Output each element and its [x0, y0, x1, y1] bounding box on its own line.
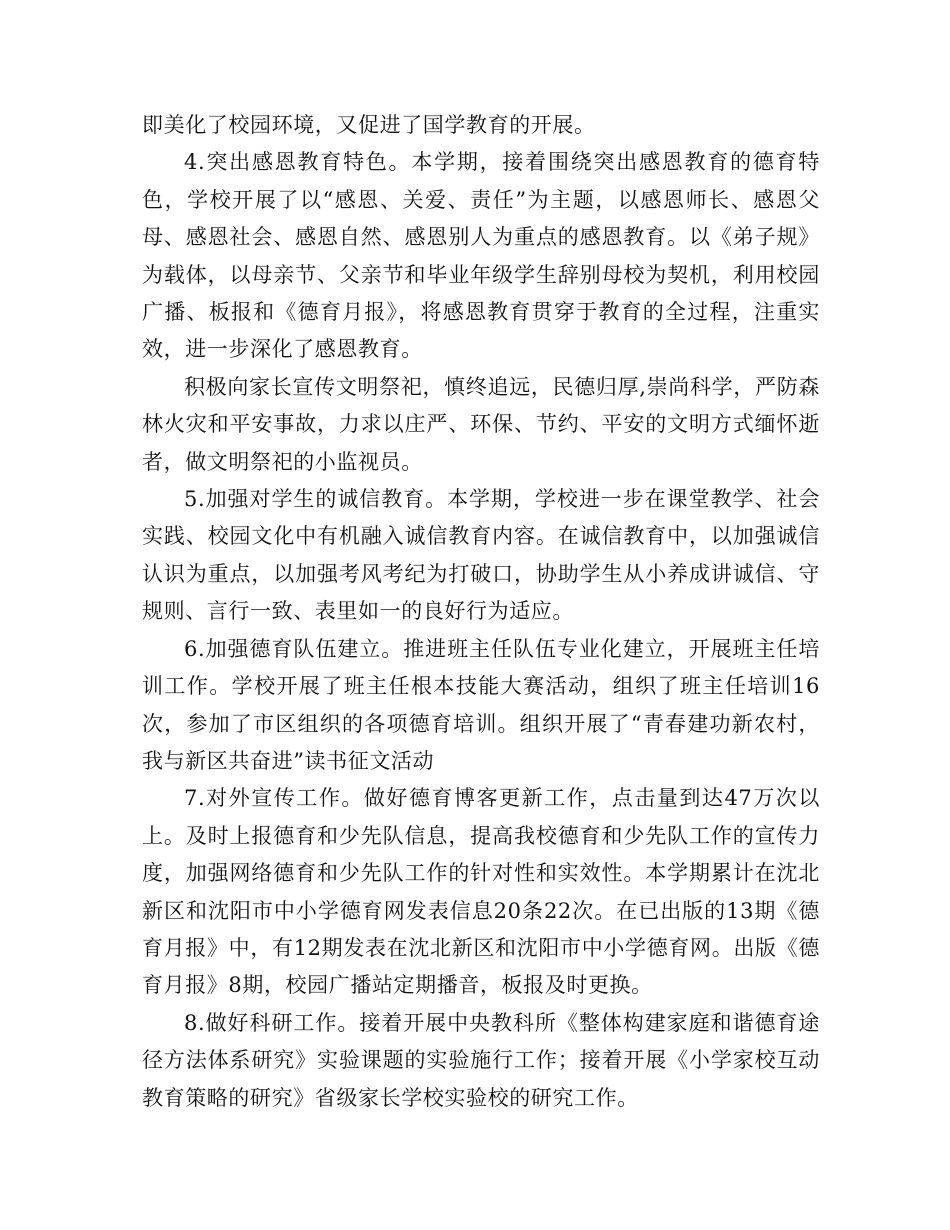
- paragraph-gratitude-education: 4.突出感恩教育特色。本学期，接着围绕突出感恩教育的德育特色，学校开展了以“感恩、关爱、责任”为主题，以感恩师长、感恩父母、感恩社会、感恩自然、感恩别人为重点的感恩教育。以《弟子规》为载体，以母亲节、父亲节和毕业年级学生辞别母校为契机，利用校园广播、板报和《德育月报》，将感恩教育贯穿于教育的全过程，注重实效，进一步深化了感恩教育。: [142, 150, 820, 362]
- paragraph-research: 8.做好科研工作。接着开展中央教科所《整体构建家庭和谐德育途径方法体系研究》实验课题的实验施行工作；接着开展《小学家校互动教育策略的研究》省级家长学校实验校的研究工作。: [142, 1010, 820, 1110]
- paragraph-publicity: 7.对外宣传工作。做好德育博客更新工作，点击量到达47万次以上。及时上报德育和少先队信息，提高我校德育和少先队工作的宣传力度，加强网络德育和少先队工作的针对性和实效性。本学期累计在沈北新区和沈阳市中小学德育网发表信息20条22次。在已出版的13期《德育月报》中，有12期发表在沈北新区和沈阳市中小学德育网。出版《德育月报》8期，校园广播站定期播音，板报及时更换。: [142, 786, 820, 998]
- paragraph-civilized-sacrifice: 积极向家长宣传文明祭祀，慎终追远，民德归厚,崇尚科学，严防森林火灾和平安事故，力求以庄严、环保、节约、平安的文明方式缅怀逝者，做文明祭祀的小监视员。: [142, 374, 820, 474]
- paragraph-moral-team: 6.加强德育队伍建立。推进班主任队伍专业化建立，开展班主任培训工作。学校开展了班主任根本技能大赛活动，组织了班主任培训16次，参加了市区组织的各项德育培训。组织开展了“青春建功新农村，我与新区共奋进”读书征文活动: [142, 636, 820, 773]
- paragraph-continuation: 即美化了校园环境，又促进了国学教育的开展。: [142, 113, 596, 137]
- paragraph-integrity-education: 5.加强对学生的诚信教育。本学期，学校进一步在课堂教学、社会实践、校园文化中有机融入诚信教育内容。在诚信教育中，以加强诚信认识为重点，以加强考风考纪为打破口，协助学生从小养成讲诚信、守规则、言行一致、表里如一的良好行为适应。: [142, 487, 820, 624]
